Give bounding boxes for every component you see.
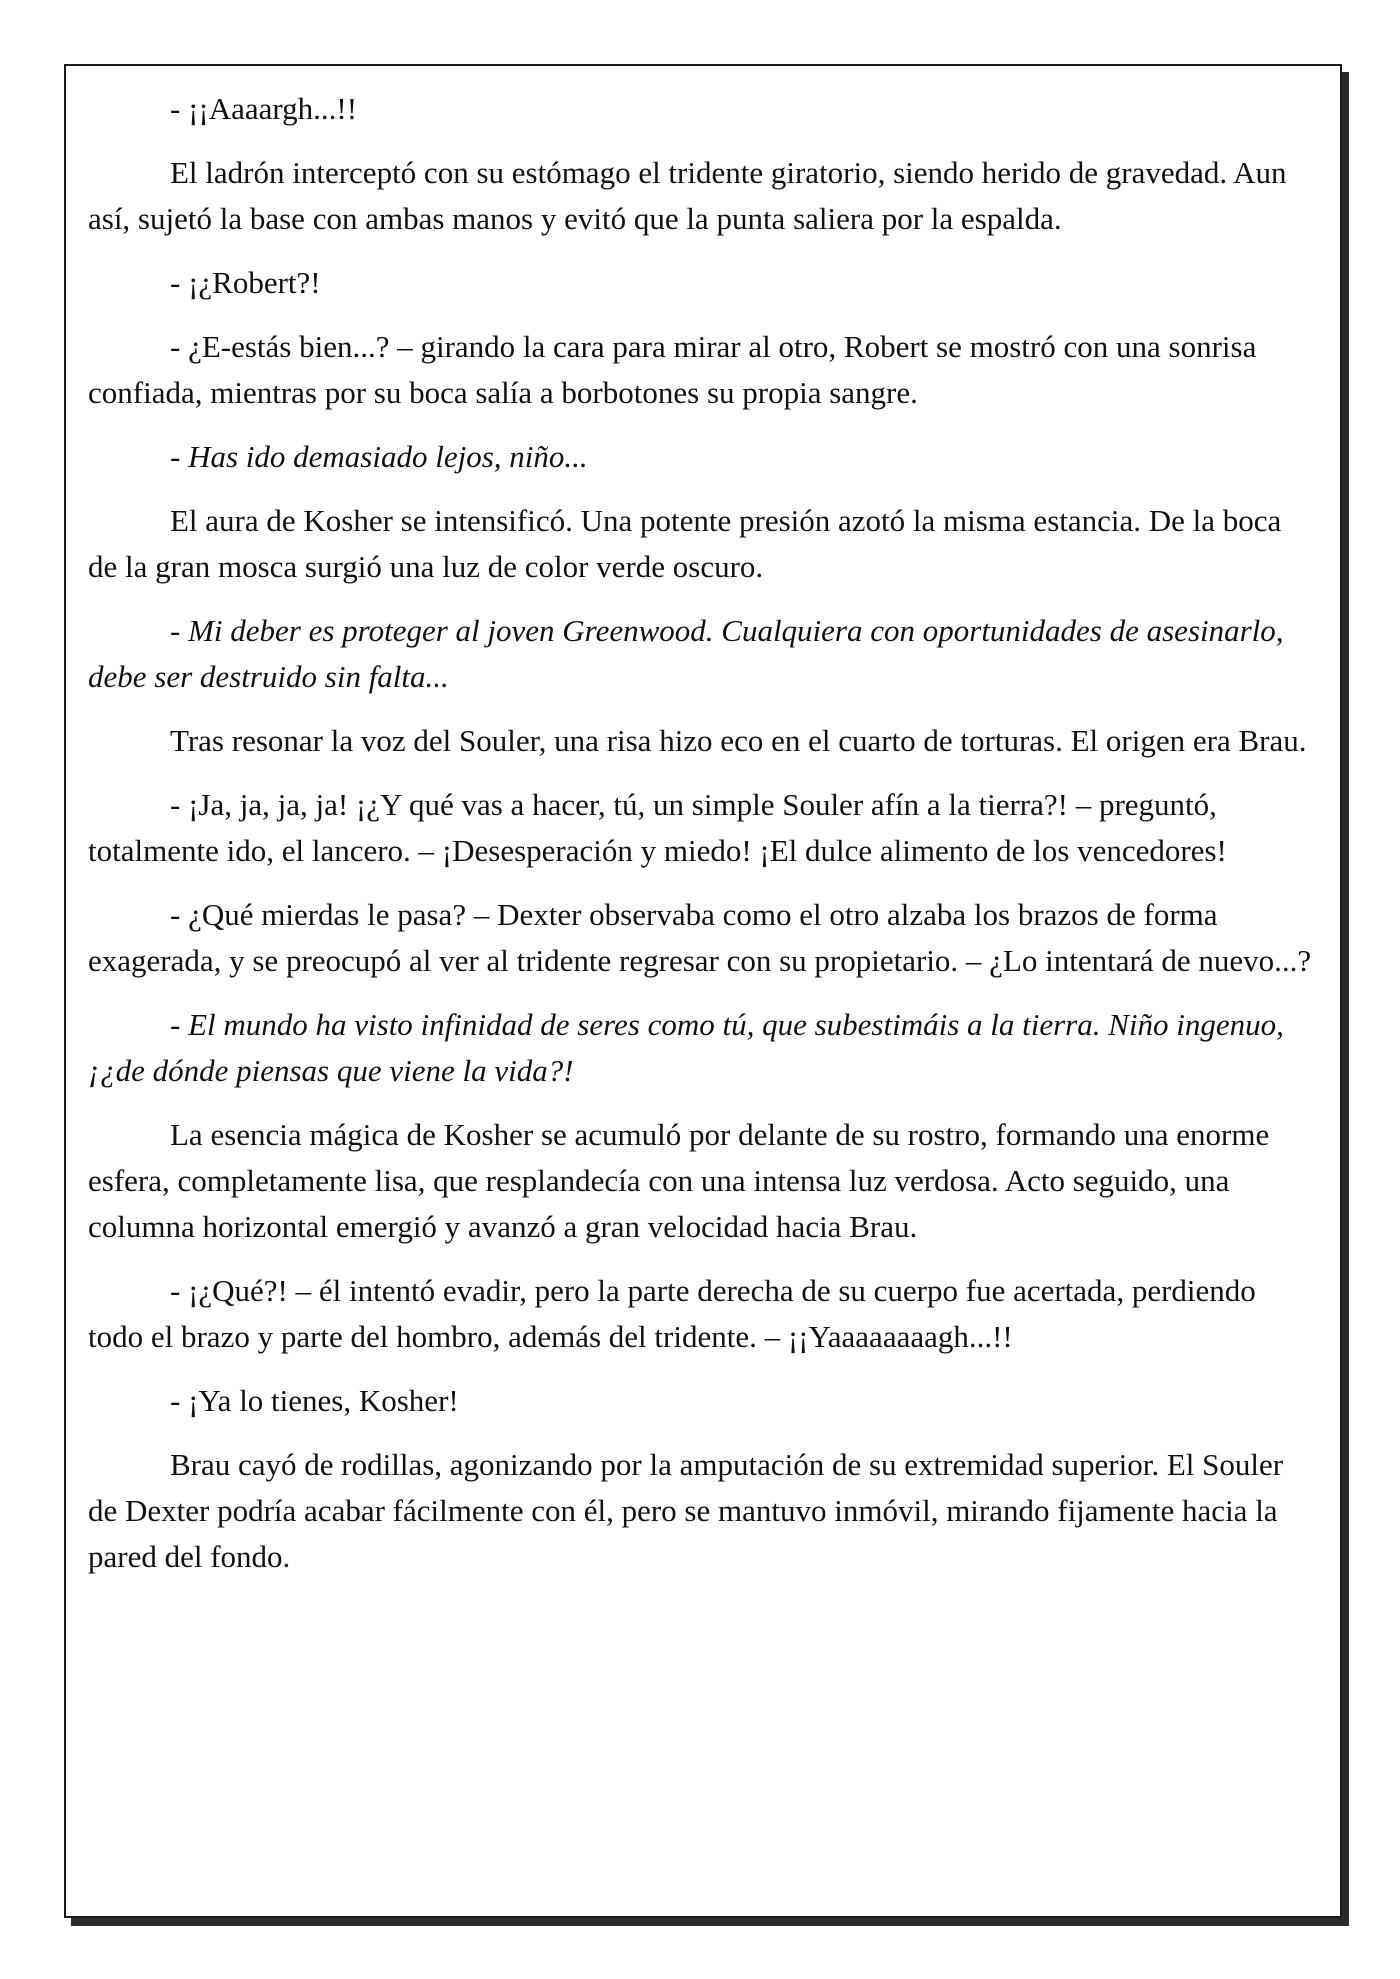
paragraph: - ¡Ja, ja, ja, ja! ¡¿Y qué vas a hacer, tú, un simple Souler afín a la tierra?! – preguntó, totalmente ido, el lancero. – ¡Desesperación y miedo! ¡El dulce alimento de los vencedores! <box>88 787 1227 868</box>
paragraph: - ¡¿Qué?! – él intentó evadir, pero la parte derecha de su cuerpo fue acertada, perdiendo todo el brazo y parte del hombro, además del tridente. – ¡¡Yaaaaaaaagh...!! <box>88 1273 1256 1354</box>
page-frame <box>64 64 1342 1918</box>
paragraph: - ¿E-estás bien...? – girando la cara para mirar al otro, Robert se mostró con una sonrisa confiada, mientras por su boca salía a borbotones su propia sangre. <box>88 329 1257 410</box>
paragraph: - ¡¡Aaaargh...!! <box>170 91 358 126</box>
paragraph: - El mundo ha visto infinidad de seres como tú, que subestimáis a la tierra. Niño ingenuo, ¡¿de dónde piensas que viene la vida?! <box>88 1007 1284 1088</box>
paragraph: - Mi deber es proteger al joven Greenwood. Cualquiera con oportunidades de asesinarlo, debe ser destruido sin falta... <box>88 613 1284 694</box>
paragraph: - ¡¿Robert?! <box>170 265 321 300</box>
paragraph: El ladrón interceptó con su estómago el tridente giratorio, siendo herido de gravedad. Aun así, sujetó la base con ambas manos y evitó que la punta saliera por la espalda. <box>88 155 1287 236</box>
document-body <box>88 86 1318 1598</box>
paragraph: El aura de Kosher se intensificó. Una potente presión azotó la misma estancia. De la boca de la gran mosca surgió una luz de color verde oscuro. <box>88 503 1282 584</box>
paragraph: - ¿Qué mierdas le pasa? – Dexter observaba como el otro alzaba los brazos de forma exagerada, y se preocupó al ver al tridente regresar con su propietario. – ¿Lo intentará de nuevo...? <box>88 897 1312 978</box>
paragraph: La esencia mágica de Kosher se acumuló por delante de su rostro, formando una enorme esfera, completamente lisa, que resplandecía con una intensa luz verdosa. Acto seguido, una columna horizontal emergió y avanzó a gran velocidad hacia Brau. <box>88 1117 1270 1244</box>
paragraph: - ¡Ya lo tienes, Kosher! <box>170 1383 459 1418</box>
paragraph: Tras resonar la voz del Souler, una risa hizo eco en el cuarto de torturas. El origen era Brau. <box>170 723 1307 758</box>
paragraph: - Has ido demasiado lejos, niño... <box>170 439 588 474</box>
paragraph: Brau cayó de rodillas, agonizando por la amputación de su extremidad superior. El Souler de Dexter podría acabar fácilmente con él, pero se mantuvo inmóvil, mirando fijamente hacia la pared del fondo. <box>88 1447 1284 1574</box>
